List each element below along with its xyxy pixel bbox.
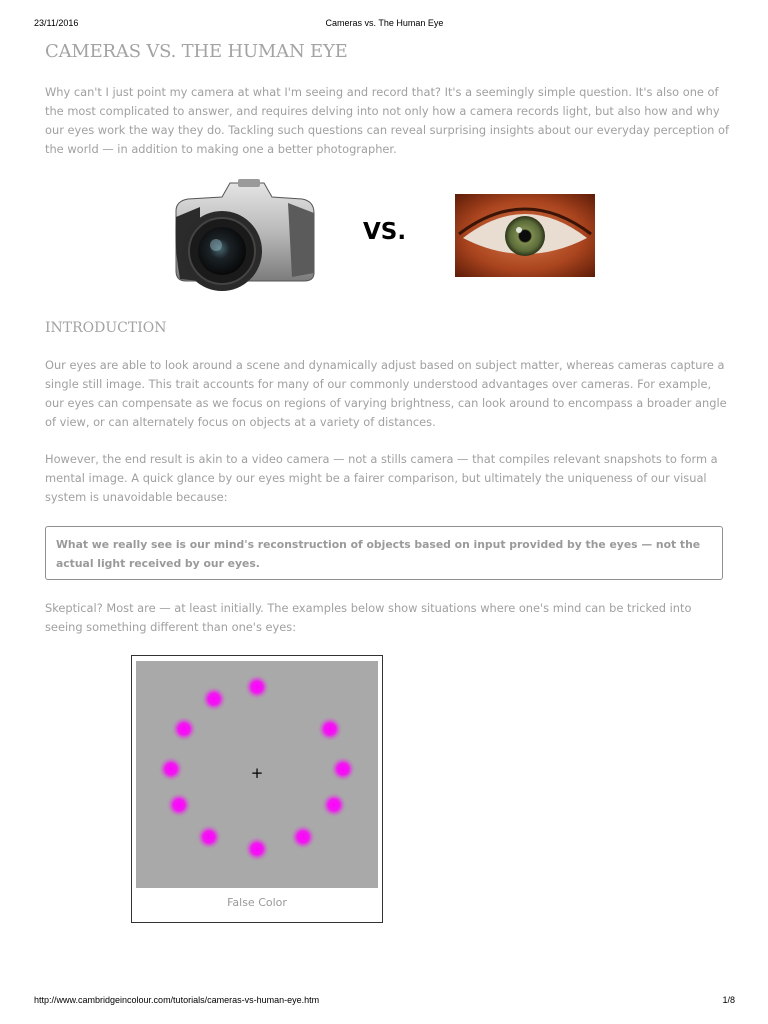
camera-image <box>170 177 318 295</box>
print-footer <box>34 995 735 1005</box>
magenta-dot <box>171 716 197 742</box>
print-header <box>34 18 735 28</box>
eye-image <box>455 194 595 277</box>
magenta-dot <box>158 756 184 782</box>
body-paragraph: Our eyes are able to look around a scene and dynamically adjust based on subject matter, whereas cameras capture a single still image. This trait accounts for many of our commonly understood advantages over cameras. For example, our eyes can compensate as we focus on regions of varying brightness, can look around to encompass a broader angle of view, or can alternately focus on objects at a variety of distances. <box>45 358 727 429</box>
section-heading-introduction: INTRODUCTION <box>45 320 167 336</box>
magenta-dot <box>201 686 227 712</box>
vs-label: VS. <box>363 219 407 245</box>
magenta-dot <box>290 824 316 850</box>
magenta-dot <box>166 792 192 818</box>
print-date: 23/11/2016 <box>34 18 79 28</box>
figure-caption: False Color <box>227 896 287 909</box>
page-title: CAMERAS VS. THE HUMAN EYE <box>45 41 348 62</box>
print-page-number: 1/8 <box>722 995 735 1005</box>
print-url: http://www.cambridgeincolour.com/tutorials/cameras-vs-human-eye.htm <box>34 995 320 1005</box>
magenta-dot <box>330 756 356 782</box>
magenta-dot <box>317 716 343 742</box>
fixation-cross: + <box>250 764 264 782</box>
false-color-illusion <box>136 661 378 888</box>
print-title: Cameras vs. The Human Eye <box>325 18 444 28</box>
body-paragraph: However, the end result is akin to a video camera — not a stills camera — that compiles relevant snapshots to form a mental image. A quick glance by our eyes might be a fairer comparison, but ultimately the uniqueness of our visual system is unavoidable because: <box>45 452 718 504</box>
callout-quote <box>45 526 723 580</box>
magenta-dot <box>244 674 270 700</box>
magenta-dot <box>321 792 347 818</box>
intro-paragraph: Why can't I just point my camera at what I'm seeing and record that? It's a seemingly simple question. It's also one of the most complicated to answer, and requires delving into not only how a camera records light, but also how and why our eyes work the way they do. Tackling such questions can reveal surprising insights about our everyday perception of the world — in addition to making one a better photographer. <box>45 85 729 156</box>
callout-quote-text: What we really see is our mind's reconstruction of objects based on input provided by the eyes — not the actual light received by our eyes. <box>56 538 701 570</box>
magenta-dot <box>244 836 270 862</box>
magenta-dot <box>196 824 222 850</box>
false-color-figure <box>131 655 383 923</box>
body-paragraph: Skeptical? Most are — at least initially. The examples below show situations where one's mind can be tricked into seeing something different than one's eyes: <box>45 601 692 634</box>
